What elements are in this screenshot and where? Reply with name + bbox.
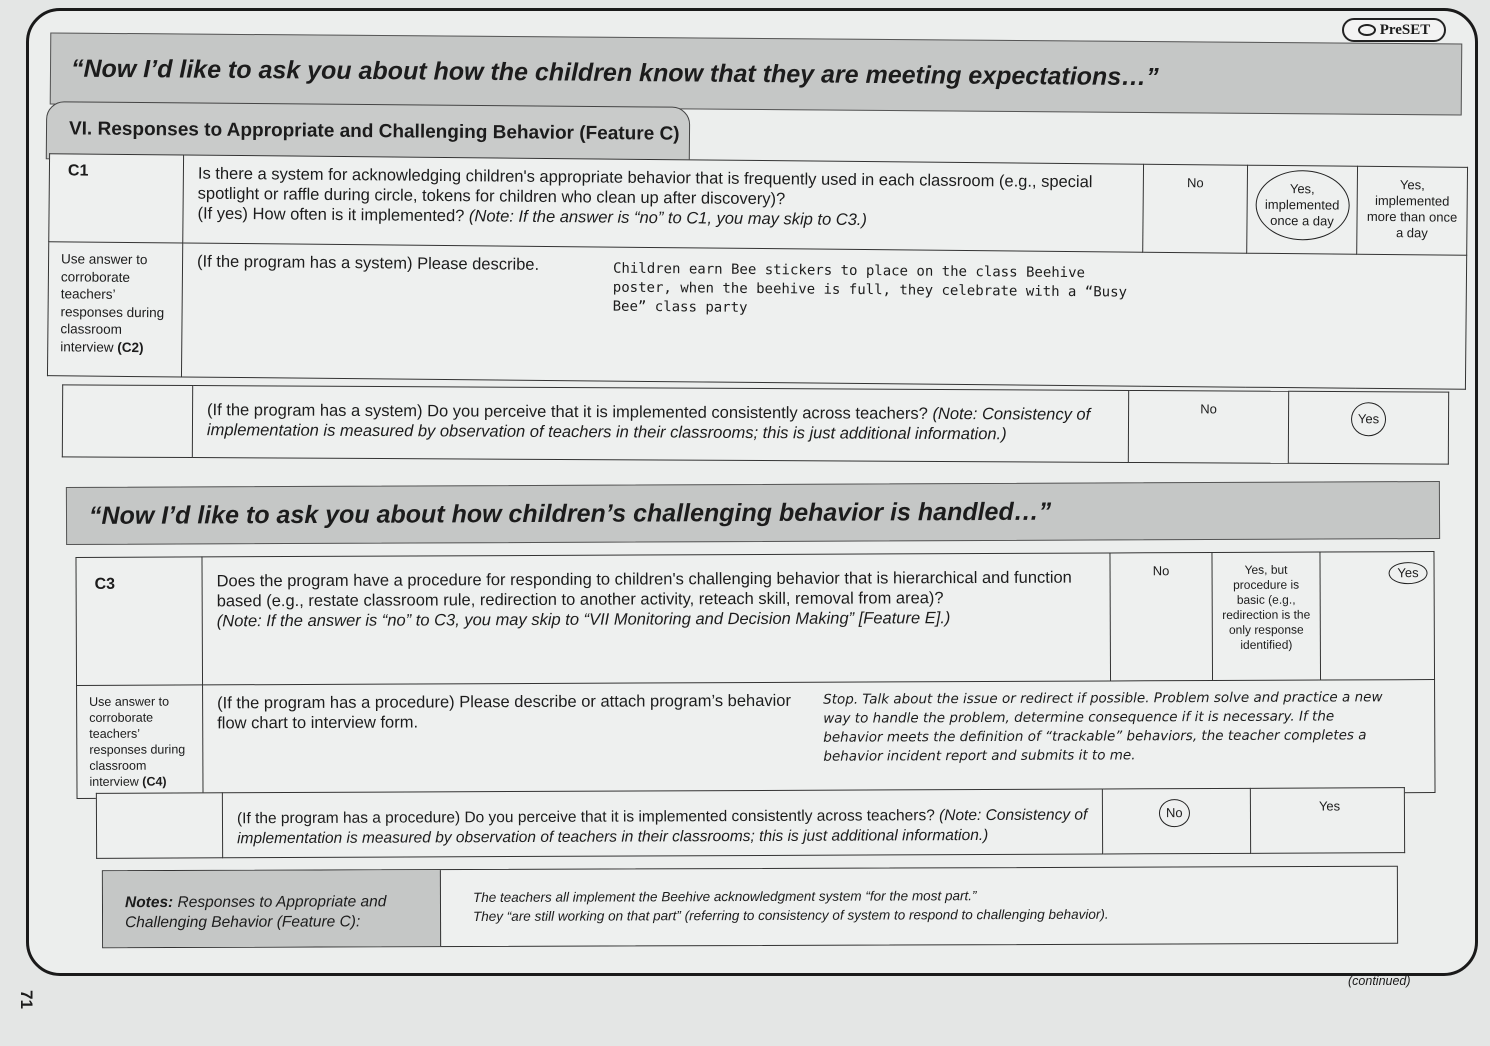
notes-label-rest: Responses to Appropriate and Challenging Behavior (Feature C): — [125, 893, 387, 932]
c1-option-once-circled: Yes, implemented once a day — [1255, 170, 1350, 241]
c2-handwritten-answer: Children earn Bee stickers to place on the class Beehive poster, when the beehive is full, they celebrate with a “Busy Bee” class party — [612, 260, 1128, 316]
c3b-question: (If the program has a procedure) Do you perceive that it is implemented consistently across teachers? — [236, 807, 935, 828]
c1b-option-no-label: No — [1200, 401, 1217, 417]
c3b-empty-cell — [96, 793, 222, 859]
c3b-option-yes[interactable] — [1250, 788, 1404, 854]
c3b-note: (Note: Consistency of implementation is measured by observation of teachers in their classrooms; this is just additional information.) — [237, 806, 1088, 848]
c1-code: C1 — [49, 154, 184, 243]
c1b-option-yes-circled: Yes — [1351, 402, 1386, 436]
logo-text: PreSET — [1379, 21, 1431, 38]
c3-option-no-label: No — [1152, 563, 1170, 579]
c1-question: Is there a system for acknowledging children's appropriate behavior that is frequently used in each classroom (e.g., special spotlight or raffle during circle, tokens for children who clean up after discovery)? — [197, 164, 1093, 209]
c2-side-label-text: Use answer to corroborate teachers’ responses during classroom interview — [60, 251, 165, 355]
c3-row — [76, 552, 1435, 686]
c1-table — [47, 153, 1468, 390]
c1b-note: (Note: Consistency of implementation is measured by observation of teachers in their classrooms; this is just additional information.) — [206, 404, 1091, 444]
preset-logo-icon — [1358, 24, 1376, 36]
c1-question-2: (If yes) How often is it implemented? — [197, 204, 465, 226]
c4-side-label — [77, 685, 203, 799]
c2-describe-cell — [181, 243, 1466, 389]
c1b-row — [62, 385, 1448, 464]
c3b-option-no[interactable] — [1102, 788, 1250, 854]
section-title-text: VI. Responses to Appropriate and Challenging Behavior (Feature C) — [68, 118, 680, 145]
notes-label — [103, 870, 441, 947]
c3-code: C3 — [76, 557, 203, 686]
c3b-row — [96, 788, 1404, 859]
c3b-option-no-circled: No — [1159, 799, 1190, 827]
c1b-option-yes[interactable] — [1288, 391, 1448, 464]
preset-logo — [1342, 18, 1446, 42]
c1b-empty-cell — [62, 385, 192, 458]
c4-side-label-text: Use answer to corroborate teachers’ responses during classroom interview — [89, 694, 186, 789]
c1-option-more-label: Yes, implemented more than once a day — [1366, 177, 1458, 241]
c2-code: (C2) — [117, 339, 144, 355]
c1-question-cell — [183, 155, 1144, 252]
c4-describe-cell — [203, 680, 1435, 798]
c3-option-yes[interactable] — [1320, 552, 1435, 680]
c3b-question-cell — [222, 789, 1102, 858]
c4-describe-prompt: (If the program has a procedure) Please describe or attach program’s behavior flow chart to interview form. — [217, 691, 791, 733]
c3-option-yes-circled: Yes — [1388, 562, 1427, 584]
c1b-table — [62, 384, 1449, 464]
c1-option-no-label: No — [1186, 175, 1204, 191]
c1-option-more[interactable] — [1357, 166, 1468, 255]
c1b-question-cell — [192, 386, 1128, 463]
notes-label-bold: Notes: — [124, 894, 174, 912]
c1b-question: (If the program has a system) Do you perceive that it is implemented consistently across teachers? — [207, 401, 928, 423]
c1-option-once[interactable] — [1247, 165, 1358, 254]
c4-row — [77, 680, 1435, 799]
c2-describe-prompt: (If the program has a system) Please describe. — [196, 252, 540, 274]
notes-line-1: The teachers all implement the Beehive acknowledgment system “for the most part.” — [472, 888, 977, 905]
c2-side-label — [47, 242, 182, 377]
notes-text — [441, 868, 1109, 946]
banner-challenging-text: “Now I’d like to ask you about how children’s challenging behavior is handled…” — [88, 497, 1052, 530]
c3-option-no[interactable] — [1110, 553, 1213, 681]
c3-question-cell — [202, 553, 1111, 685]
c3-option-basic-label: Yes, but procedure is basic (e.g., redirection is the only response identified) — [1222, 562, 1311, 652]
c1-note: (Note: If the answer is “no” to C1, you may skip to C3.) — [468, 207, 868, 230]
notes-line-2: They “are still working on that part” (referring to consistency of system to respond to challenging behavior). — [473, 906, 1109, 924]
c1-option-no[interactable] — [1143, 164, 1248, 253]
c3-question: Does the program have a procedure for responding to children's challenging behavior that is hierarchical and function based (e.g., restate classroom rule, redirection to another activity, reteach skill, removal from area)? — [216, 568, 1072, 611]
notes-box — [102, 866, 1398, 949]
c3b-table — [96, 787, 1405, 859]
c3b-option-yes-label: Yes — [1318, 798, 1341, 814]
c1b-option-no[interactable] — [1128, 390, 1288, 463]
c3-option-basic[interactable] — [1212, 552, 1321, 680]
c3-note: (Note: If the answer is “no” to C3, you may skip to “VII Monitoring and Decision Making” [Feature E].) — [216, 609, 951, 631]
continued-label: (continued) — [1348, 974, 1411, 988]
banner-challenging — [66, 481, 1440, 545]
c4-handwritten-answer: Stop. Talk about the issue or redirect if possible. Problem solve and practice a new way to handle the problem, determine consequence if it is necessary. If the behavior meets the definition of “trackable” behaviors, the teacher completes a behavior incident report and submits it to me. — [823, 689, 1383, 765]
c4-code: (C4) — [142, 774, 167, 789]
c3-table — [75, 551, 1435, 799]
banner-expectations-text: “Now I’d like to ask you about how the children know that they are meeting expectations…” — [70, 54, 1159, 91]
c1-row — [49, 154, 1468, 256]
page-number: 71 — [17, 990, 36, 1009]
c2-row — [47, 242, 1466, 390]
